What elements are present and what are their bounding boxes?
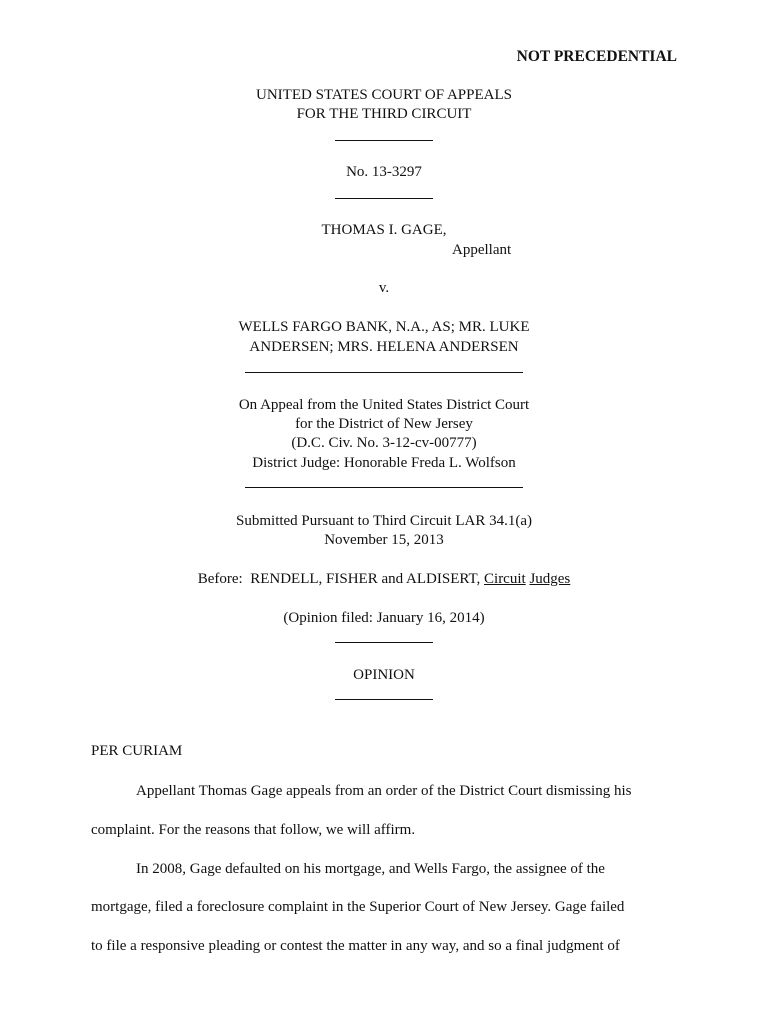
court-name-line1: UNITED STATES COURT OF APPEALS xyxy=(256,87,512,103)
court-name-line2: FOR THE THIRD CIRCUIT xyxy=(296,106,472,122)
appellant-name: THOMAS I. GAGE, xyxy=(321,222,447,238)
case-number: No. 13-3297 xyxy=(346,164,422,180)
paragraph-line: In 2008, Gage defaulted on his mortgage, and Wells Fargo, the assignee of the xyxy=(136,861,605,877)
opinion-filed-date: (Opinion filed: January 16, 2014) xyxy=(283,610,485,626)
paragraph-line: mortgage, filed a foreclosure complaint in the Superior Court of New Jersey. Gage failed xyxy=(91,899,625,915)
separator-rule xyxy=(0,687,768,706)
appeal-line4: District Judge: Honorable Freda L. Wolfson xyxy=(252,455,516,471)
separator-rule xyxy=(0,360,768,379)
appeal-line2: for the District of New Jersey xyxy=(295,416,473,432)
submission-date: November 15, 2013 xyxy=(324,532,444,548)
appeal-line1: On Appeal from the United States District Court xyxy=(238,397,530,413)
panel-circuit: Circuit xyxy=(484,571,526,587)
versus: v. xyxy=(378,280,390,296)
separator-rule xyxy=(0,128,768,147)
paragraph-line: complaint. For the reasons that follow, we will affirm. xyxy=(91,822,416,838)
opinion-heading: OPINION xyxy=(353,667,415,683)
paragraph-line: to file a responsive pleading or contest the matter in any way, and so a final judgment of xyxy=(91,938,620,954)
separator-rule xyxy=(0,630,768,649)
per-curiam: PER CURIAM xyxy=(91,743,183,759)
separator-rule xyxy=(0,186,768,205)
paragraph-line: Appellant Thomas Gage appeals from an order of the District Court dismissing his xyxy=(136,783,632,799)
appellant-role: Appellant xyxy=(452,242,512,258)
panel-before: Before: RENDELL, FISHER and ALDISERT, xyxy=(197,571,485,587)
appellees-line2: ANDERSEN; MRS. HELENA ANDERSEN xyxy=(249,339,519,355)
panel-judges xyxy=(0,570,768,589)
appeal-line3: (D.C. Civ. No. 3-12-cv-00777) xyxy=(291,435,477,451)
precedential-label: NOT PRECEDENTIAL xyxy=(516,48,677,65)
submission-line: Submitted Pursuant to Third Circuit LAR 34.1(a) xyxy=(236,513,532,529)
appellees-line1: WELLS FARGO BANK, N.A., AS; MR. LUKE xyxy=(238,319,530,335)
panel-judges-word: Judges xyxy=(529,571,571,587)
separator-rule xyxy=(0,475,768,494)
